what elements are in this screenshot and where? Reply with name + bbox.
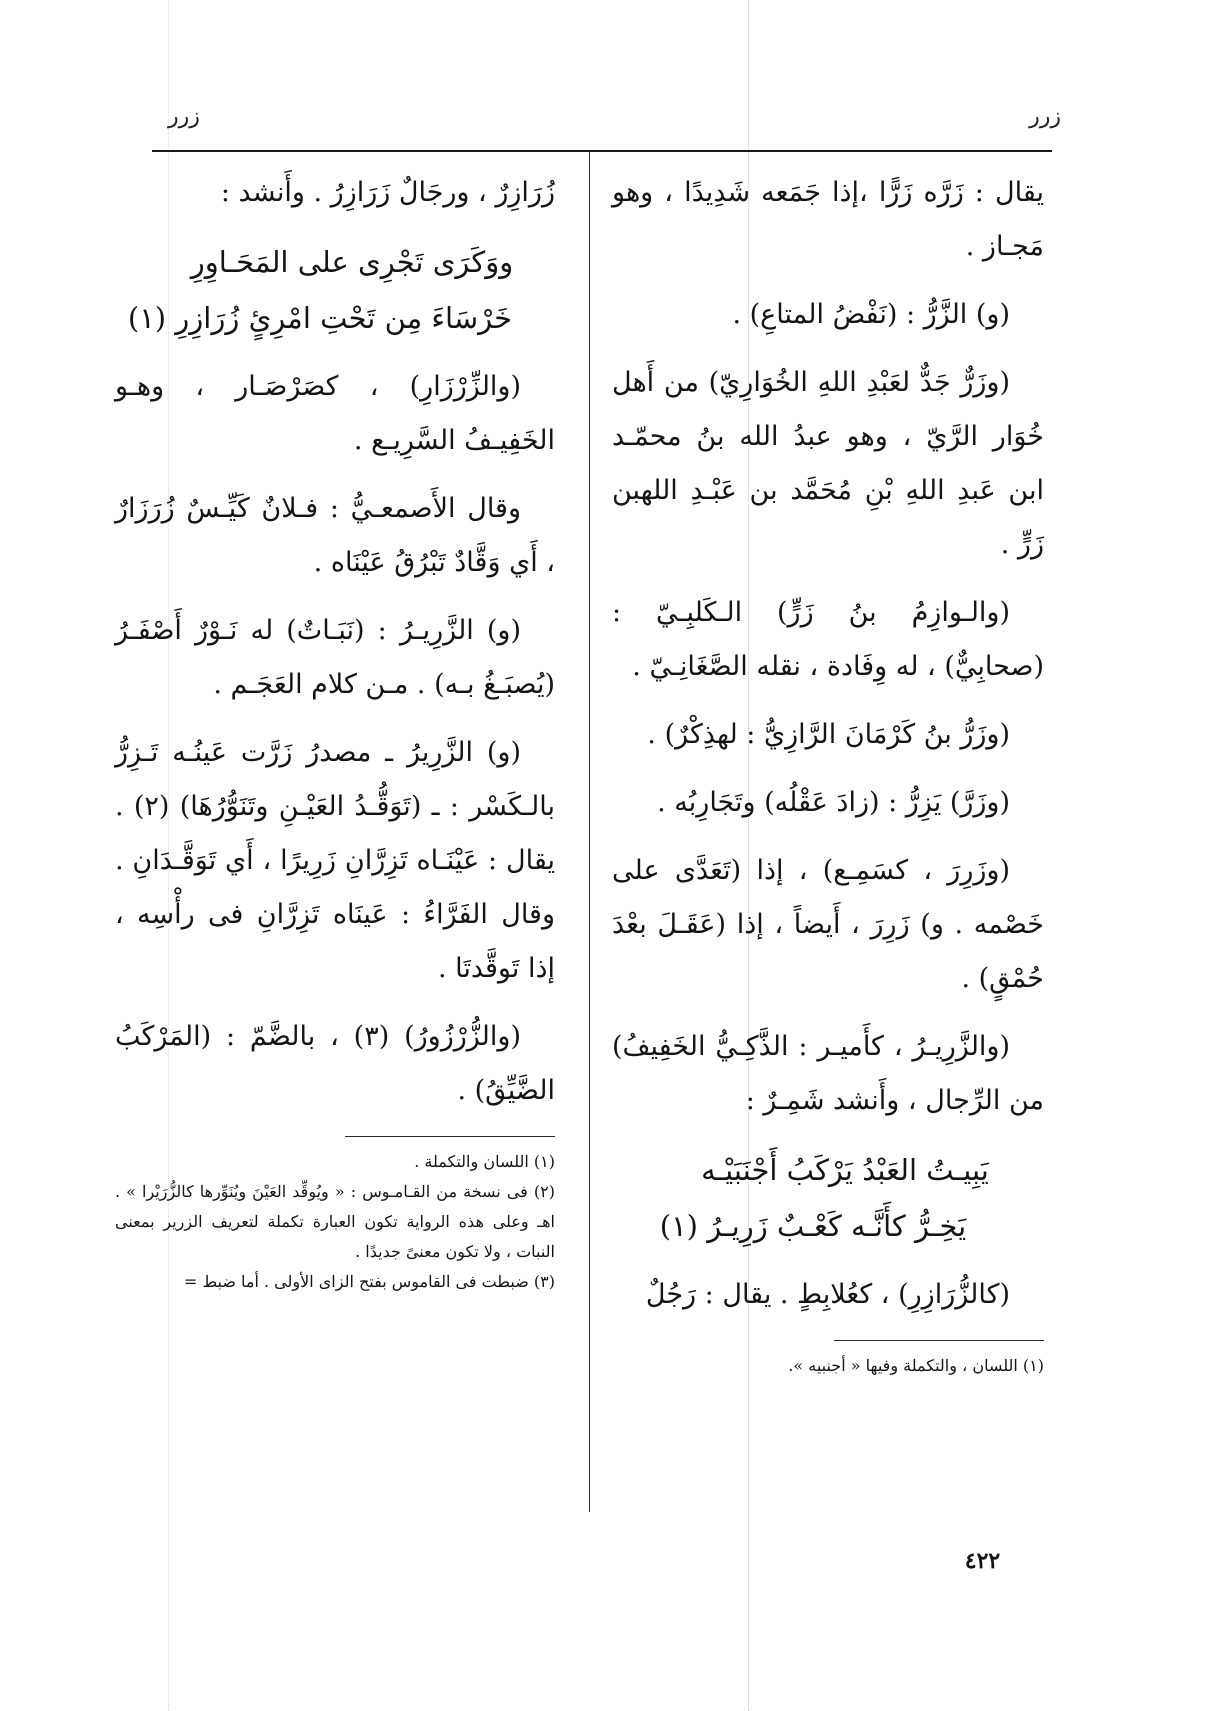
entry-paragraph: (و) الزَّرُّ : (نَفْضُ المتاعِ) . xyxy=(732,299,1010,330)
footnotes xyxy=(115,1147,555,1297)
footnote-rule xyxy=(345,1136,555,1137)
running-head-right: زرر xyxy=(1029,104,1061,129)
entry-paragraph: (وزَرُّ بنُ كَرْمَانَ الرَّازِيُّ : لهذِكْرٌ) . xyxy=(647,719,1010,750)
entry-paragraph: (وزَرِرَ ، كسَمِـع) ، إذا (تَعَدَّى على خَصْمه . و) زَرِرَ ، أَيضاً ، إذا (عَقَـلَ بعْدَ حُمْقٍ) . xyxy=(612,855,1044,994)
poetry-verse xyxy=(612,1142,1044,1254)
entry-paragraph: (و) الزَّرِيـرُ : (نَبَـاتٌ) له نَـوْرٌ أَصْفَـرُ (يُصبَـغُ بـه) . مـن كلام العَجَـم . xyxy=(115,615,555,700)
left-column xyxy=(115,166,555,1297)
column-divider xyxy=(589,152,590,1512)
entry-paragraph: (والـوازِمُ بنُ زَرٍّ) الـكَلبِـيّ : (صحابِيٌّ) ، له وِفَادة ، نقله الصَّغَانِـيّ . xyxy=(612,597,1044,682)
right-column xyxy=(612,166,1044,1381)
entry-paragraph: زُرَازِرٌ ، ورجَالٌ زَرَازِرُ . وأَنشد : xyxy=(220,177,555,208)
poetry-verse xyxy=(115,234,555,346)
entry-paragraph: وقال الأَصمعـيُّ : فـلانٌ كَيِّـسٌ زُرَزَارٌ ، أَي وَقَّادٌ تَبْرُقُ عَيْنَاه . xyxy=(115,493,555,578)
entry-paragraph: (كالزُّرَازِرِ) ، كعُلابِطٍ . يقال : رَجُلٌ xyxy=(645,1279,1010,1310)
footnote: (٢) فى نسخة من القـامـوس : « ويُوقِّد العَيْنَ ويُنَوِّرها كالزُّرَيْرا » . اهـ وعلى هذه الرواية تكون العبارة تكملة لتعريف الزرير بمعنى النبات ، ولا تكون معنىً جديدًا . xyxy=(115,1182,555,1261)
entry-paragraph: (و) الزَّرِيرُ ـ مصدرُ زَرَّت عَينُـه تَـزِرُّ بالـكَسْر : ـ (تَوَقُّـدُ العَيْـنِ وتَنَوُّرُهَا) (٢) . يقال : عَيْنَـاه تَزِرَّانِ زَرِيرًا ، أَي تَوَقَّـدَانِ . وقال الفَرَّاءُ : عَينَاه تَزِرَّانِ فى رأْسِه ، إذا تَوقَّدتَا . xyxy=(115,737,555,984)
entry-paragraph: يقال : زَرَّه زَرًّا ،إذا جَمَعه شَدِيدًا ، وهو مَجـاز . xyxy=(612,177,1044,262)
entry-paragraph: (والزَّرِيـرُ ، كأَميـر : الذَّكِـيُّ الخَفِيفُ) من الرِّجال ، وأَنشد شَمِـرٌ : xyxy=(612,1031,1044,1116)
header-rule xyxy=(152,150,1052,152)
footnotes xyxy=(612,1351,1044,1381)
entry-paragraph: (والزُّرْزُورُ) (٣) ، بالضَّمّ : (المَرْكَبُ الضَّيِّقُ) . xyxy=(115,1021,555,1106)
verse-hemistich: ووَكَرَى تَجْرِى على المَحَـاوِرِ xyxy=(190,245,514,279)
page-number-text: ٤٢٢ xyxy=(964,1548,1001,1574)
entry-paragraph: (وزَرٌّ جَدٌّ لعَبْدِ اللهِ الخُوَارِيّ) من أَهل خُوَار الرَّيّ ، وهو عبدُ الله بنُ محمّـد ابن عَبدِ اللهِ بْنِ مُحَمَّد بن عَبْـدِ اللهبن زَرٍّ . xyxy=(612,367,1044,560)
footnote: (١) اللسان ، والتكملة وفيها « أجنبيه ». xyxy=(788,1356,1044,1375)
entry-paragraph: (والزِّرْزَارِ) ، كصَرْصَـار ، وهـو الخَفِيـفُ السَّرِيـع . xyxy=(115,371,555,456)
footnote: (١) اللسان والتكملة . xyxy=(414,1152,555,1171)
footnote-rule xyxy=(834,1340,1044,1341)
running-head-left: زرر xyxy=(168,104,200,129)
page-number xyxy=(0,1548,1221,1574)
verse-hemistich: خَرْسَاءَ مِن تَحْتِ امْرِئٍ زُرَازِرِ (١) xyxy=(127,301,513,335)
entry-paragraph: (وزَرَّ) يَزِرُّ : (زادَ عَقْلُه) وتَجَارِبُه . xyxy=(657,787,1010,818)
footnote: (٣) ضبطت فى القاموس بفتح الزاى الأولى . أما ضبط = xyxy=(183,1272,555,1291)
verse-hemistich: يَخِـرُّ كأَنَّـه كَعْـبٌ زَرِيـرُ (١) xyxy=(659,1209,967,1243)
verse-hemistich: يَبِيـتُ العَبْدُ يَرْكَبُ أَجْنَبَيْـه xyxy=(701,1153,989,1187)
